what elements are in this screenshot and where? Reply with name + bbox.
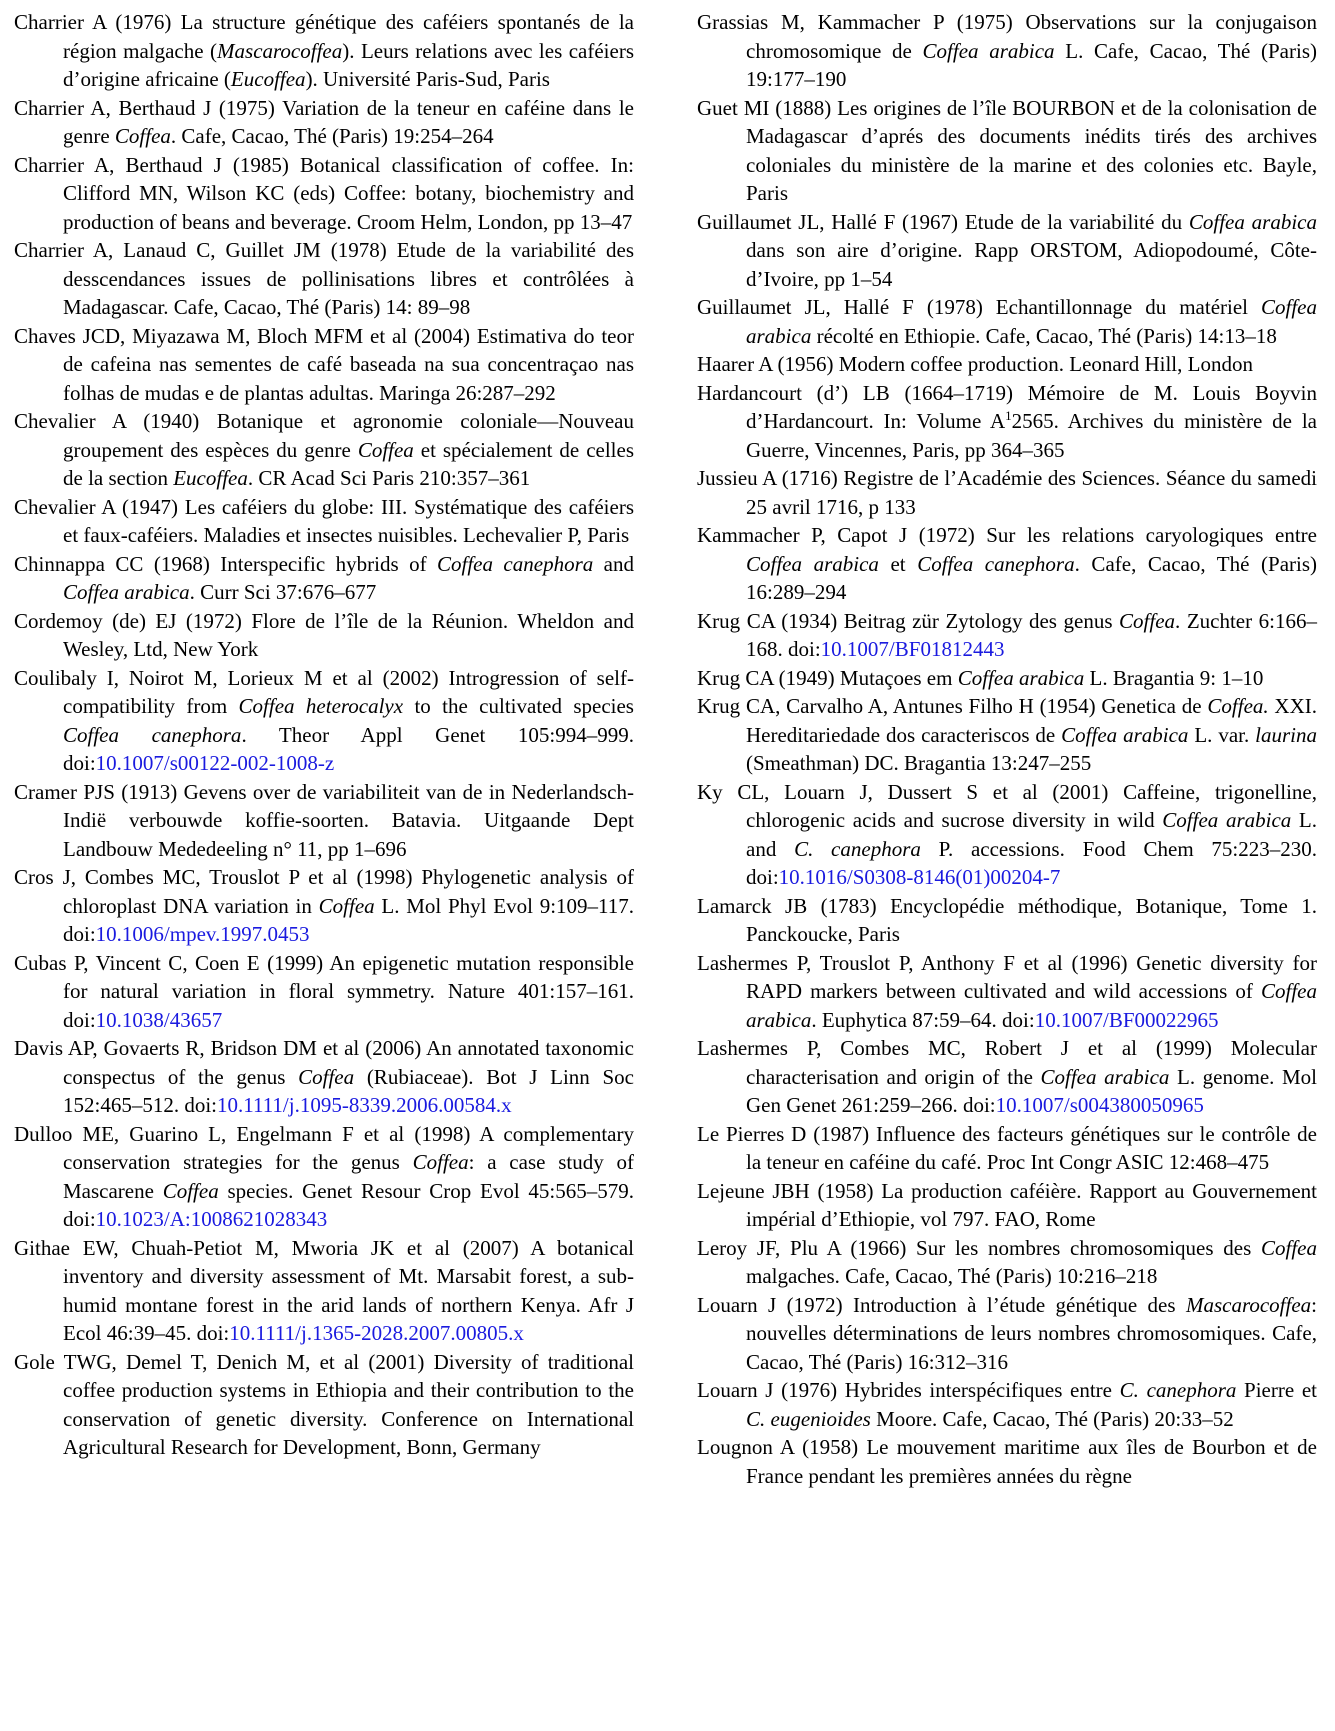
reference-text: . CR Acad Sci Paris 210:357–361 bbox=[247, 466, 531, 490]
italic-taxon: Coffea arabica bbox=[746, 551, 879, 576]
reference-text: . Cafe, Cacao, Thé (Paris) 16:289–294 bbox=[746, 551, 1318, 604]
reference-entry bbox=[697, 464, 1317, 521]
italic-taxon: Coffea canephora bbox=[63, 722, 242, 747]
reference-text: Dulloo ME, Guarino L, Engelmann F et al (1998) A complementary conservation strategies for the genus bbox=[14, 1121, 634, 1174]
reference-entry bbox=[697, 1177, 1317, 1234]
reference-entry bbox=[14, 407, 634, 493]
reference-text: . Theor Appl Genet 105:994–999. doi: bbox=[63, 722, 634, 775]
reference-entry bbox=[697, 1120, 1317, 1177]
reference-text: Guillaumet JL, Hallé F (1967) Etude de la variabilité du bbox=[697, 209, 1189, 234]
reference-text: Lamarck JB (1783) Encyclopédie méthodique, Botanique, Tome 1. Panckoucke, Paris bbox=[697, 893, 1317, 946]
reference-text: Lashermes P, Trouslot P, Anthony F et al (1996) Genetic diversity for RAPD markers between cultivated and wild accessions of bbox=[697, 950, 1317, 1003]
doi-link[interactable]: 10.1007/s00122-002-1008-z bbox=[95, 751, 335, 775]
reference-text: . Zuchter 6:166–168. doi: bbox=[746, 608, 1317, 661]
reference-text: Coulibaly I, Noirot M, Lorieux M et al (2002) Introgression of self-compatibility from bbox=[14, 665, 634, 718]
reference-text: Krug CA, Carvalho A, Antunes Filho H (1954) Genetica de bbox=[697, 694, 1208, 718]
reference-entry bbox=[14, 778, 634, 864]
italic-taxon: Coffea bbox=[162, 1178, 219, 1203]
reference-column-right bbox=[697, 8, 1317, 1490]
reference-text: ). Université Paris-Sud, Paris bbox=[305, 67, 550, 91]
reference-entry bbox=[14, 1234, 634, 1348]
reference-text: : nouvelles déterminations de leurs nombres chromosomiques. Cafe, Cacao, Thé (Paris) 16:312–316 bbox=[746, 1292, 1317, 1374]
reference-entry bbox=[697, 664, 1317, 693]
reference-entry bbox=[697, 293, 1317, 350]
reference-text: . Euphytica 87:59–64. doi: bbox=[811, 1007, 1035, 1032]
reference-text: L. Mol Phyl Evol 9:109–117. doi: bbox=[63, 893, 634, 946]
reference-text: Githae EW, Chuah-Petiot M, Mworia JK et al (2007) A botanical inventory and diversity assessment of Mt. Marsabit forest, a sub-humid montane forest in the arid lands of northern Kenya. Afr J Ecol 46:39–45. doi: bbox=[14, 1235, 634, 1345]
reference-text: Haarer A (1956) Modern coffee production. Leonard Hill, London bbox=[697, 352, 1253, 376]
italic-taxon: Coffea arabica bbox=[1188, 209, 1317, 234]
doi-link[interactable]: 10.1007/BF01812443 bbox=[820, 637, 1005, 661]
reference-text: L. and bbox=[746, 808, 1318, 861]
reference-text: . Curr Sci 37:676–677 bbox=[189, 580, 377, 604]
reference-text: Louarn J (1976) Hybrides interspécifiques entre bbox=[697, 1378, 1120, 1402]
reference-text: Cordemoy (de) EJ (1972) Flore de l’île de la Réunion. Wheldon and Wesley, Ltd, New York bbox=[14, 608, 634, 661]
italic-taxon: Coffea bbox=[318, 893, 375, 918]
reference-entry bbox=[14, 151, 634, 237]
reference-text: Krug CA (1934) Beitrag zür Zytology des genus bbox=[697, 608, 1120, 633]
reference-text: P. accessions. Food Chem 75:223–230. doi: bbox=[746, 836, 1317, 889]
italic-taxon: C. canephora bbox=[1119, 1378, 1237, 1402]
reference-entry bbox=[697, 379, 1317, 465]
doi-link[interactable]: 10.1016/S0308-8146(01)00204-7 bbox=[778, 865, 1061, 889]
italic-taxon: Coffea bbox=[298, 1064, 355, 1089]
reference-entry bbox=[14, 1348, 634, 1462]
reference-text: L. Bragantia 9: 1–10 bbox=[1084, 665, 1264, 690]
reference-text: Chevalier A (1940) Botanique et agronomie coloniale—Nouveau groupement des espèces du genre bbox=[14, 409, 634, 462]
italic-taxon: Eucoffea bbox=[230, 67, 306, 91]
reference-text: Lashermes P, Combes MC, Robert J et al (1999) Molecular characterisation and origin of the bbox=[697, 1036, 1317, 1089]
reference-entry bbox=[14, 322, 634, 408]
italic-taxon: Coffea heterocalyx bbox=[238, 694, 404, 718]
reference-text: Lougnon A (1958) Le mouvement maritime aux îles de Bourbon et de France pendant les premières années du règne bbox=[697, 1435, 1317, 1488]
reference-text: Ky CL, Louarn J, Dussert S et al (2001) Caffeine, trigonelline, chlorogenic acids and sucrose diversity in wild bbox=[697, 779, 1317, 832]
reference-entry bbox=[14, 607, 634, 664]
reference-text: Cramer PJS (1913) Gevens over de variabiliteit van de in Nederlandsch-Indië verbouwde koffie-soorten. Batavia. Uitgaande Dept Landbouw Mededeeling n° 11, pp 1–696 bbox=[14, 779, 634, 861]
reference-entry bbox=[14, 236, 634, 322]
reference-text: Louarn J (1972) Introduction à l’étude génétique des bbox=[697, 1292, 1186, 1317]
reference-text: ). Leurs relations avec les caféiers d’origine africaine ( bbox=[63, 38, 635, 91]
italic-taxon: Coffea arabica bbox=[922, 38, 1055, 63]
reference-text: dans son aire d’origine. Rapp ORSTOM, Adiopodoumé, Côte-d’Ivoire, pp 1–54 bbox=[746, 238, 1317, 291]
reference-text: Cubas P, Vincent C, Coen E (1999) An epigenetic mutation responsible for natural variation in floral symmetry. Nature 401:157–161. doi: bbox=[14, 950, 634, 1032]
reference-text: et spécialement de celles de la section bbox=[63, 437, 634, 490]
reference-entry bbox=[697, 94, 1317, 208]
doi-link[interactable]: 10.1007/BF00022965 bbox=[1034, 1007, 1219, 1032]
reference-text: et bbox=[878, 551, 918, 576]
reference-entry bbox=[697, 949, 1317, 1035]
italic-taxon: C. eugenioides bbox=[746, 1406, 871, 1431]
italic-taxon: C. canephora bbox=[794, 836, 921, 861]
reference-text: L. var. bbox=[1188, 722, 1256, 747]
reference-entry bbox=[14, 550, 634, 607]
reference-text: Chevalier A (1947) Les caféiers du globe: III. Systématique des caféiers et faux-caféiers. Maladies et insectes nuisibles. Lechevalier P, Paris bbox=[14, 494, 634, 547]
reference-entry bbox=[697, 521, 1317, 607]
reference-text: Kammacher P, Capot J (1972) Sur les relations caryologiques entre bbox=[697, 523, 1317, 547]
italic-taxon: Coffea arabica bbox=[1040, 1064, 1170, 1089]
reference-text: Charrier A, Berthaud J (1985) Botanical classification of coffee. In: Clifford MN, Wilson KC (eds) Coffee: botany, biochemistry and production of beans and beverage. Croom Helm, London, pp 13–47 bbox=[14, 152, 634, 234]
reference-text: Charrier A (1976) La structure génétique des caféiers spontanés de la région malgache ( bbox=[14, 10, 634, 63]
italic-taxon: Mascarocoffea bbox=[217, 38, 343, 63]
reference-text: Le Pierres D (1987) Influence des facteurs génétiques sur le contrôle de la teneur en caféine du café. Proc Int Congr ASIC 12:468–475 bbox=[697, 1121, 1317, 1174]
reference-text: Chaves JCD, Miyazawa M, Bloch MFM et al (2004) Estimativa do teor de cafeina nas sementes de café baseada na sua concentraçao nas folhas de mudas e de plantas adultas. Maringa 26:287–292 bbox=[14, 323, 634, 405]
reference-entry bbox=[697, 778, 1317, 892]
reference-text: malgaches. Cafe, Cacao, Thé (Paris) 10:216–218 bbox=[746, 1264, 1158, 1288]
reference-entry bbox=[697, 1234, 1317, 1291]
doi-link[interactable]: 10.1023/A:1008621028343 bbox=[95, 1207, 328, 1231]
reference-entry bbox=[14, 94, 634, 151]
reference-text: Chinnappa CC (1968) Interspecific hybrids of bbox=[14, 551, 437, 576]
reference-column-left bbox=[14, 8, 634, 1462]
reference-text: Grassias M, Kammacher P (1975) Observations sur la conjugaison chromosomique de bbox=[697, 10, 1317, 63]
doi-link[interactable]: 10.1007/s004380050965 bbox=[995, 1093, 1204, 1117]
reference-entry bbox=[697, 1034, 1317, 1120]
italic-taxon: Coffea arabica bbox=[957, 665, 1085, 690]
reference-entry bbox=[14, 1120, 634, 1234]
reference-entry bbox=[14, 863, 634, 949]
italic-taxon: laurina bbox=[1255, 722, 1318, 747]
reference-text: Charrier A, Berthaud J (1975) Variation de la teneur en caféine dans le genre bbox=[14, 95, 634, 148]
reference-text: Guillaumet JL, Hallé F (1978) Echantillonnage du matériel bbox=[697, 295, 1261, 319]
reference-text: Moore. Cafe, Cacao, Thé (Paris) 20:33–52 bbox=[870, 1406, 1234, 1431]
reference-text: to the cultivated species bbox=[403, 694, 634, 718]
doi-link[interactable]: 10.1038/43657 bbox=[95, 1007, 223, 1032]
italic-taxon: Coffea bbox=[114, 124, 171, 148]
reference-entry bbox=[697, 892, 1317, 949]
reference-text: Hardancourt (d’) LB (1664–1719) Mémoire de M. Louis Boyvin d’Hardancourt. In: Volume A bbox=[697, 380, 1317, 433]
reference-text: XXI. Hereditariedade dos caracteriscos de bbox=[746, 694, 1317, 747]
italic-taxon: Coffea bbox=[1119, 608, 1176, 633]
reference-entry bbox=[697, 607, 1317, 664]
reference-entry bbox=[14, 493, 634, 550]
reference-text: Charrier A, Lanaud C, Guillet JM (1978) Etude de la variabilité des desscendances issues de pollinisations libres et contrôlées à Madagascar. Cafe, Cacao, Thé (Paris) 14: 89–98 bbox=[14, 238, 634, 319]
reference-text: species. Genet Resour Crop Evol 45:565–579. doi: bbox=[63, 1178, 634, 1231]
reference-entry bbox=[697, 1291, 1317, 1377]
reference-entry bbox=[14, 8, 634, 94]
italic-taxon: Coffea. bbox=[1207, 694, 1269, 718]
reference-entry bbox=[14, 949, 634, 1035]
italic-taxon: Eucoffea bbox=[173, 466, 248, 490]
reference-entry bbox=[697, 350, 1317, 379]
superscript: 1 bbox=[1005, 408, 1012, 423]
italic-taxon: Coffea arabica bbox=[746, 979, 1317, 1032]
reference-text: L. Cafe, Cacao, Thé (Paris) 19:177–190 bbox=[746, 38, 1317, 91]
reference-text: and bbox=[593, 551, 635, 576]
reference-text: . Cafe, Cacao, Thé (Paris) 19:254–264 bbox=[170, 124, 494, 148]
italic-taxon: Coffea canephora bbox=[917, 551, 1075, 576]
reference-entry bbox=[14, 664, 634, 778]
reference-text: (Smeathman) DC. Bragantia 13:247–255 bbox=[746, 751, 1092, 775]
italic-taxon: Coffea canephora bbox=[437, 551, 594, 576]
reference-text: 2565. Archives du ministère de la Guerre, Vincennes, Paris, pp 364–365 bbox=[746, 409, 1317, 462]
reference-text: Gole TWG, Demel T, Denich M, et al (2001) Diversity of traditional coffee production systems in Ethiopia and their contribution to the conservation of genetic diversity. Conference on International Agricultural Research for Development, Bonn, Germany bbox=[14, 1349, 634, 1459]
italic-taxon: Coffea arabica bbox=[1061, 722, 1189, 747]
reference-text: : a case study of Mascarene bbox=[63, 1150, 634, 1203]
doi-link[interactable]: 10.1006/mpev.1997.0453 bbox=[95, 922, 310, 946]
reference-entry bbox=[14, 1034, 634, 1120]
doi-link[interactable]: 10.1111/j.1095-8339.2006.00584.x bbox=[217, 1093, 512, 1117]
reference-entry bbox=[697, 208, 1317, 294]
reference-text: Pierre et bbox=[1236, 1378, 1317, 1402]
reference-entry bbox=[697, 8, 1317, 94]
italic-taxon: Coffea bbox=[357, 437, 414, 462]
reference-text: Lejeune JBH (1958) La production caféière. Rapport au Gouvernement impérial d’Ethiopie, vol 797. FAO, Rome bbox=[697, 1178, 1317, 1231]
reference-text: L. genome. Mol Gen Genet 261:259–266. doi: bbox=[746, 1064, 1317, 1117]
reference-text: (Rubiaceae). Bot J Linn Soc 152:465–512. doi: bbox=[63, 1064, 634, 1117]
italic-taxon: Coffea arabica bbox=[1162, 808, 1292, 832]
reference-text: Leroy JF, Plu A (1966) Sur les nombres chromosomiques des bbox=[697, 1235, 1261, 1260]
italic-taxon: Coffea bbox=[412, 1150, 469, 1174]
reference-text: Jussieu A (1716) Registre de l’Académie des Sciences. Séance du samedi 25 avril 1716, p 133 bbox=[697, 466, 1317, 519]
reference-entry bbox=[697, 1376, 1317, 1433]
reference-text: récolté en Ethiopie. Cafe, Cacao, Thé (Paris) 14:13–18 bbox=[811, 323, 1277, 348]
reference-text: Guet MI (1888) Les origines de l’île BOURBON et de la colonisation de Madagascar d’aprés des documents inédits tirés des archives coloniales du ministère de la marine et des colonies etc. Bayle, Paris bbox=[697, 95, 1317, 205]
reference-entry bbox=[697, 1433, 1317, 1490]
doi-link[interactable]: 10.1111/j.1365-2028.2007.00805.x bbox=[229, 1321, 524, 1345]
italic-taxon: Coffea arabica bbox=[63, 580, 190, 604]
reference-text: Krug CA (1949) Mutaçoes em bbox=[697, 665, 958, 690]
reference-entry bbox=[697, 692, 1317, 778]
reference-text: Davis AP, Govaerts R, Bridson DM et al (2006) An annotated taxonomic conspectus of the genus bbox=[14, 1036, 634, 1089]
reference-text: Cros J, Combes MC, Trouslot P et al (1998) Phylogenetic analysis of chloroplast DNA variation in bbox=[14, 865, 634, 918]
italic-taxon: Coffea bbox=[1261, 1235, 1317, 1260]
italic-taxon: Coffea arabica bbox=[746, 295, 1317, 348]
italic-taxon: Mascarocoffea bbox=[1185, 1292, 1312, 1317]
